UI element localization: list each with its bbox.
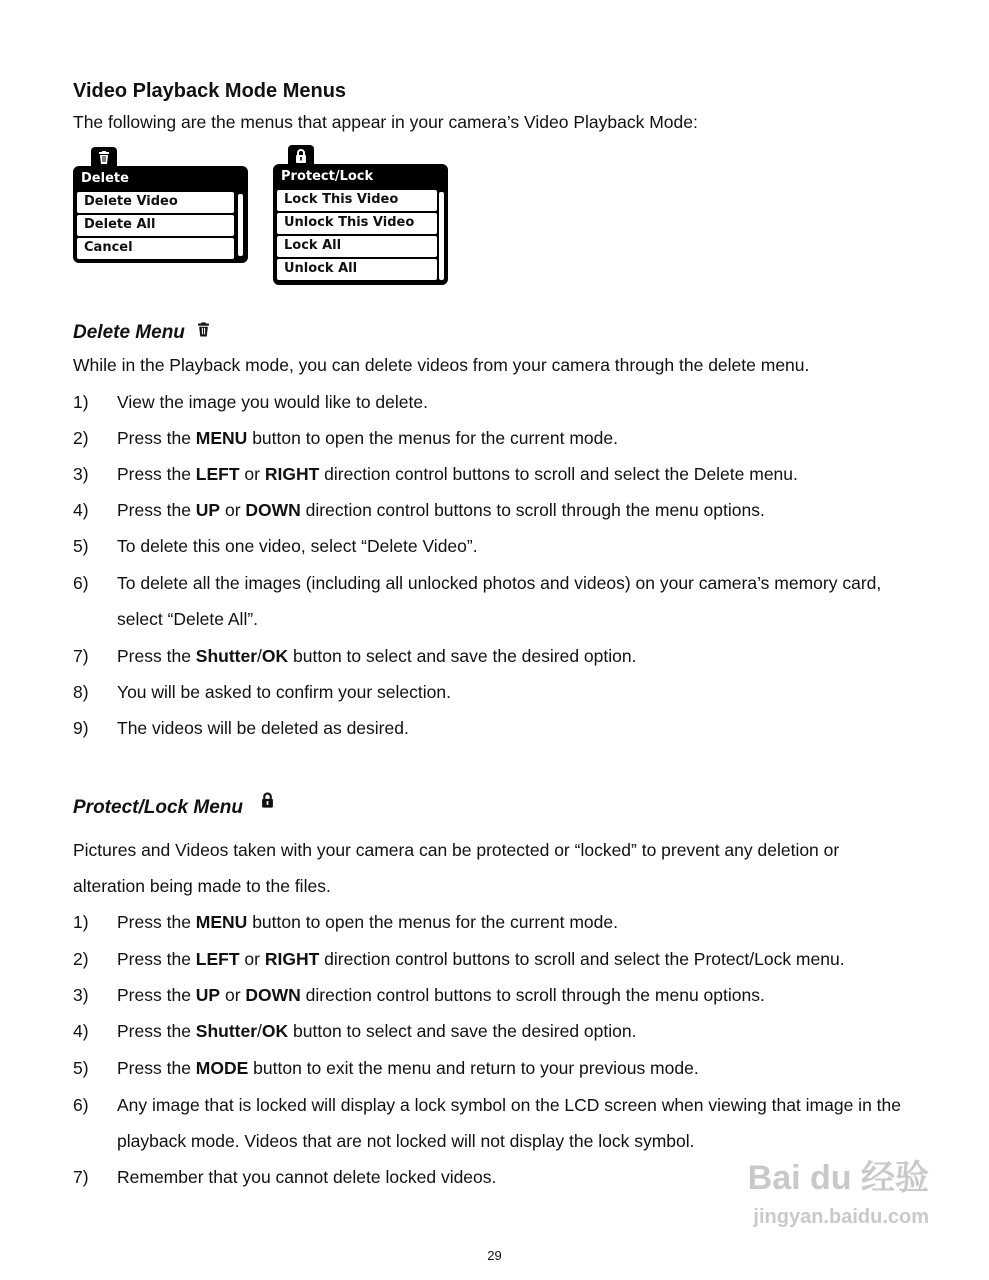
list-item-text: View the image you would like to delete. [117,392,428,412]
page-number: 29 [487,1248,502,1263]
list-item-text: Press the LEFT or RIGHT direction control buttons to scroll and select the Delete menu. [117,464,798,484]
list-item [73,904,913,940]
list-item-number: 4) [73,500,89,520]
lock-icon [261,792,274,814]
list-item-text: To delete this one video, select “Delete Video”. [117,536,478,556]
page-heading: Video Playback Mode Menus [73,80,347,102]
list-item [73,384,913,420]
delete-section-title-text: Delete Menu [73,322,185,343]
list-item-text: Press the UP or DOWN direction control buttons to scroll through the menu options. [117,985,765,1005]
list-item [73,638,913,674]
list-item-number: 9) [73,718,89,738]
list-item-number: 5) [73,536,89,556]
list-item-number: 8) [73,682,89,702]
delete-menu-option[interactable]: Delete All [77,215,234,236]
list-item-number: 6) [73,1095,89,1115]
protect-menu-option[interactable]: Unlock All [277,259,437,280]
watermark-logo: Bai du 经验 [747,1159,929,1197]
list-item [73,1087,913,1159]
list-item-text: Press the Shutter/OK button to select and save the desired option. [117,1021,637,1041]
watermark-url: jingyan.baidu.com [753,1206,929,1228]
protect-section-title [73,797,274,819]
list-item-number: 3) [73,985,89,1005]
list-item-number: 7) [73,1167,89,1187]
list-item-number: 1) [73,912,89,932]
list-item [73,710,913,746]
list-item-number: 6) [73,573,89,593]
delete-menu-option[interactable]: Cancel [77,238,234,259]
list-item-text: Press the UP or DOWN direction control buttons to scroll through the menu options. [117,500,765,520]
list-item [73,565,913,637]
list-item-text: Remember that you cannot delete locked videos. [117,1167,497,1187]
list-item-number: 1) [73,392,89,412]
list-item [73,492,913,528]
protect-menu-option[interactable]: Lock This Video [277,190,437,211]
list-item-text: Press the LEFT or RIGHT direction control buttons to scroll and select the Protect/Lock menu. [117,949,845,969]
list-item-text: You will be asked to confirm your selection. [117,682,451,702]
list-item-text: Press the MODE button to exit the menu and return to your previous mode. [117,1058,699,1078]
protect-menu-option[interactable]: Unlock This Video [277,213,437,234]
list-item-number: 2) [73,428,89,448]
list-item [73,977,913,1013]
intro-text: The following are the menus that appear in your camera’s Video Playback Mode: [73,112,698,132]
delete-section-intro: While in the Playback mode, you can delete videos from your camera through the delete menu. [73,355,810,375]
list-item [73,1013,913,1049]
list-item [73,674,913,710]
list-item-text: To delete all the images (including all unlocked photos and videos) on your camera’s memory card, select “Delete All”. [117,573,882,629]
list-item-text: Any image that is locked will display a lock symbol on the LCD screen when viewing that image in the playback mode. Videos that are not locked will not display the lock symbol. [117,1095,901,1151]
list-item [73,456,913,492]
list-item-number: 5) [73,1058,89,1078]
trash-icon [197,322,210,344]
list-item [73,1050,913,1086]
delete-menu-option[interactable]: Delete Video [77,192,234,213]
list-item-number: 3) [73,464,89,484]
protect-menu-option[interactable]: Lock All [277,236,437,257]
scrollbar[interactable] [439,192,444,280]
list-item-text: The videos will be deleted as desired. [117,718,409,738]
list-item-number: 4) [73,1021,89,1041]
protect-section-intro: Pictures and Videos taken with your camera can be protected or “locked” to prevent any deletion or alteration being made to the files. [73,840,840,896]
protect-menu-title: Protect/Lock [281,169,374,184]
list-item [73,941,913,977]
list-item-text: Press the Shutter/OK button to select and save the desired option. [117,646,637,666]
list-item-number: 2) [73,949,89,969]
delete-menu-title: Delete [81,171,129,186]
list-item [73,420,913,456]
list-item-text: Press the MENU button to open the menus for the current mode. [117,912,618,932]
protect-section-title-text: Protect/Lock Menu [73,797,243,818]
list-item-number: 7) [73,646,89,666]
list-item [73,528,913,564]
list-item-text: Press the MENU button to open the menus for the current mode. [117,428,618,448]
delete-section-title [73,322,210,344]
scrollbar[interactable] [238,194,243,256]
